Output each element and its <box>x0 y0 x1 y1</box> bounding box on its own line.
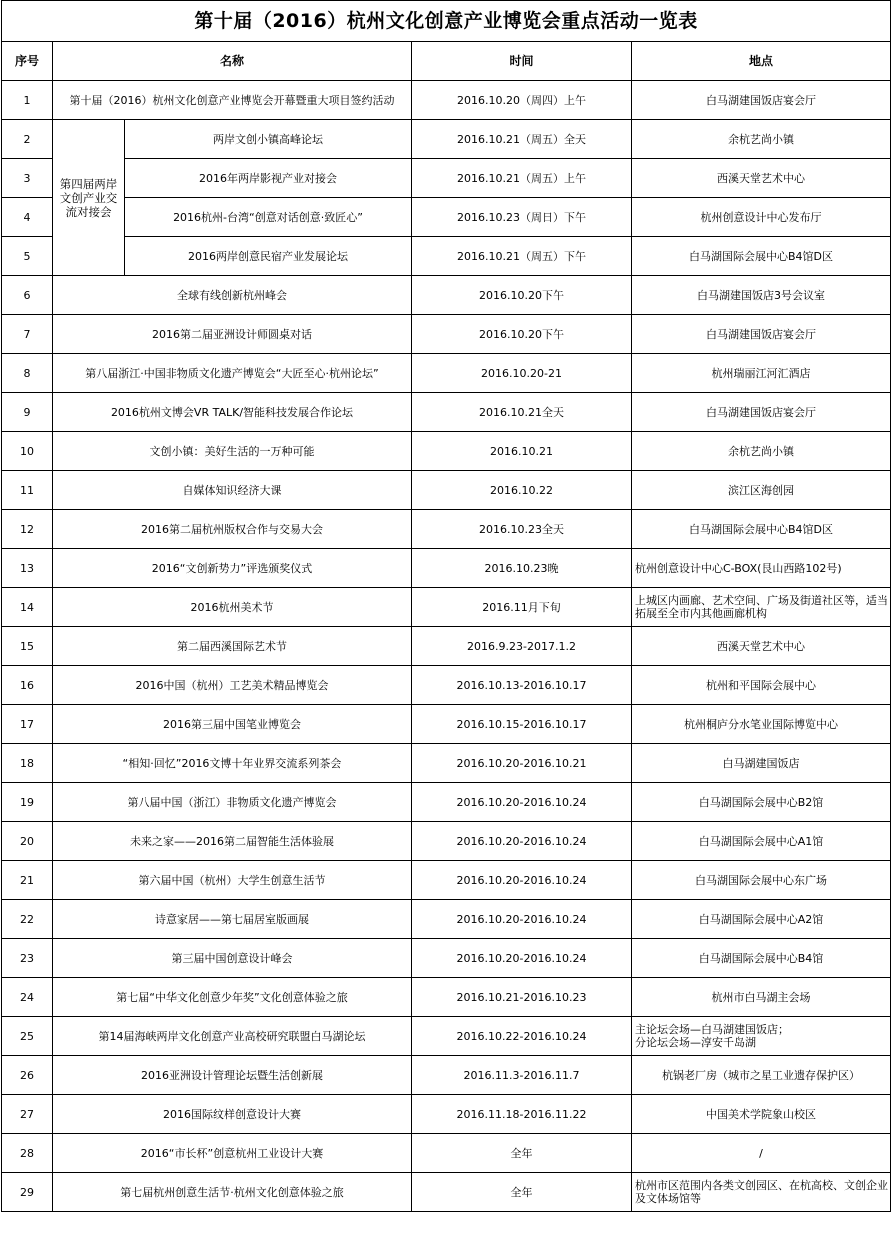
row-time: 2016.10.20-2016.10.24 <box>412 939 632 978</box>
table-row <box>2 1095 891 1134</box>
row-time: 2016.11.18-2016.11.22 <box>412 1095 632 1134</box>
row-place: 杭州瑞丽江河汇酒店 <box>632 354 891 393</box>
table-row <box>2 393 891 432</box>
row-name: 第二届西溪国际艺术节 <box>53 627 412 666</box>
row-name: 2016两岸创意民宿产业发展论坛 <box>125 237 412 276</box>
row-name: 2016“市长杯”创意杭州工业设计大赛 <box>53 1134 412 1173</box>
row-time: 2016.10.21 <box>412 432 632 471</box>
row-name: 文创小镇：美好生活的一万种可能 <box>53 432 412 471</box>
row-time: 2016.10.20（周四）上午 <box>412 81 632 120</box>
row-place: 杭锅老厂房（城市之星工业遗存保护区） <box>632 1056 891 1095</box>
row-place: 杭州创意设计中心发布厅 <box>632 198 891 237</box>
activity-table <box>1 0 891 1212</box>
row-seq: 9 <box>2 393 53 432</box>
table-row <box>2 237 891 276</box>
row-name: 第三届中国创意设计峰会 <box>53 939 412 978</box>
row-seq: 2 <box>2 120 53 159</box>
row-seq: 3 <box>2 159 53 198</box>
table-row <box>2 549 891 588</box>
row-name: 2016国际纹样创意设计大赛 <box>53 1095 412 1134</box>
row-time: 2016.10.20-2016.10.21 <box>412 744 632 783</box>
row-name: 第八届浙江·中国非物质文化遗产博览会“大匠至心·杭州论坛” <box>53 354 412 393</box>
row-name: 2016“文创新势力”评选颁奖仪式 <box>53 549 412 588</box>
row-seq: 27 <box>2 1095 53 1134</box>
row-time: 2016.10.13-2016.10.17 <box>412 666 632 705</box>
row-name: 2016杭州-台湾“创意对话创意·致匠心” <box>125 198 412 237</box>
row-name: 2016中国（杭州）工艺美术精品博览会 <box>53 666 412 705</box>
table-row <box>2 666 891 705</box>
row-time: 2016.9.23-2017.1.2 <box>412 627 632 666</box>
row-time: 2016.10.15-2016.10.17 <box>412 705 632 744</box>
row-seq: 16 <box>2 666 53 705</box>
table-row <box>2 354 891 393</box>
row-name: 全球有线创新杭州峰会 <box>53 276 412 315</box>
table-row <box>2 315 891 354</box>
row-time: 2016.10.23（周日）下午 <box>412 198 632 237</box>
row-place: 白马湖国际会展中心A2馆 <box>632 900 891 939</box>
row-place: / <box>632 1134 891 1173</box>
row-seq: 14 <box>2 588 53 627</box>
row-time: 2016.10.20-2016.10.24 <box>412 861 632 900</box>
row-seq: 20 <box>2 822 53 861</box>
row-time: 2016.10.20-2016.10.24 <box>412 900 632 939</box>
table-row <box>2 276 891 315</box>
row-time: 2016.10.23全天 <box>412 510 632 549</box>
row-name: “相知·回忆”2016文博十年业界交流系列茶会 <box>53 744 412 783</box>
row-seq: 23 <box>2 939 53 978</box>
row-seq: 7 <box>2 315 53 354</box>
row-time: 2016.10.20-21 <box>412 354 632 393</box>
table-row <box>2 627 891 666</box>
row-time: 2016.10.22 <box>412 471 632 510</box>
row-place: 杭州和平国际会展中心 <box>632 666 891 705</box>
row-seq: 22 <box>2 900 53 939</box>
row-place: 杭州市白马湖主会场 <box>632 978 891 1017</box>
table-row <box>2 744 891 783</box>
row-name: 自媒体知识经济大课 <box>53 471 412 510</box>
row-place: 上城区内画廊、艺术空间、广场及街道社区等，适当拓展至全市内其他画廊机构 <box>632 588 891 627</box>
table-row <box>2 159 891 198</box>
row-place: 余杭艺尚小镇 <box>632 120 891 159</box>
row-name: 第八届中国（浙江）非物质文化遗产博览会 <box>53 783 412 822</box>
row-time: 2016.11月下旬 <box>412 588 632 627</box>
table-row <box>2 432 891 471</box>
table-row <box>2 588 891 627</box>
row-place: 主论坛会场—白马湖建国饭店； 分论坛会场—淳安千岛湖 <box>632 1017 891 1056</box>
header-name: 名称 <box>53 42 412 81</box>
row-seq: 19 <box>2 783 53 822</box>
row-name: 2016亚洲设计管理论坛暨生活创新展 <box>53 1056 412 1095</box>
row-place: 白马湖国际会展中心B2馆 <box>632 783 891 822</box>
table-row <box>2 1056 891 1095</box>
row-place: 杭州市区范围内各类文创园区、在杭高校、文创企业及文体场馆等 <box>632 1173 891 1212</box>
table-row <box>2 822 891 861</box>
row-seq: 28 <box>2 1134 53 1173</box>
row-place: 白马湖国际会展中心A1馆 <box>632 822 891 861</box>
header-seq: 序号 <box>2 42 53 81</box>
row-seq: 26 <box>2 1056 53 1095</box>
row-time: 2016.10.22-2016.10.24 <box>412 1017 632 1056</box>
row-name: 诗意家居——第七届居室版画展 <box>53 900 412 939</box>
row-place: 余杭艺尚小镇 <box>632 432 891 471</box>
row-seq: 12 <box>2 510 53 549</box>
row-place: 滨江区海创园 <box>632 471 891 510</box>
row-seq: 15 <box>2 627 53 666</box>
table-row <box>2 471 891 510</box>
table-row <box>2 705 891 744</box>
row-seq: 4 <box>2 198 53 237</box>
row-place: 西溪天堂艺术中心 <box>632 627 891 666</box>
table-row <box>2 1134 891 1173</box>
table-row <box>2 198 891 237</box>
table-row <box>2 939 891 978</box>
row-seq: 1 <box>2 81 53 120</box>
header-time: 时间 <box>412 42 632 81</box>
row-name: 2016第二届亚洲设计师圆桌对话 <box>53 315 412 354</box>
row-time: 2016.10.21全天 <box>412 393 632 432</box>
row-time: 2016.10.21-2016.10.23 <box>412 978 632 1017</box>
table-row <box>2 900 891 939</box>
row-seq: 21 <box>2 861 53 900</box>
row-seq: 25 <box>2 1017 53 1056</box>
row-seq: 8 <box>2 354 53 393</box>
row-place: 白马湖国际会展中心B4馆D区 <box>632 510 891 549</box>
row-seq: 29 <box>2 1173 53 1212</box>
table-row <box>2 510 891 549</box>
row-seq: 13 <box>2 549 53 588</box>
table-title: 第十届（2016）杭州文化创意产业博览会重点活动一览表 <box>2 1 891 42</box>
table-row <box>2 1173 891 1212</box>
row-seq: 17 <box>2 705 53 744</box>
row-place: 白马湖国际会展中心B4馆 <box>632 939 891 978</box>
row-time: 2016.11.3-2016.11.7 <box>412 1056 632 1095</box>
table-row <box>2 861 891 900</box>
row-name: 第七届“中华文化创意少年奖”文化创意体验之旅 <box>53 978 412 1017</box>
row-time: 2016.10.21（周五）下午 <box>412 237 632 276</box>
row-name: 第14届海峡两岸文化创意产业高校研究联盟白马湖论坛 <box>53 1017 412 1056</box>
row-place: 白马湖国际会展中心B4馆D区 <box>632 237 891 276</box>
row-name: 第七届杭州创意生活节·杭州文化创意体验之旅 <box>53 1173 412 1212</box>
row-time: 全年 <box>412 1134 632 1173</box>
row-time: 2016.10.21（周五）全天 <box>412 120 632 159</box>
row-time: 2016.10.20下午 <box>412 276 632 315</box>
table-row <box>2 1017 891 1056</box>
row-seq: 6 <box>2 276 53 315</box>
row-place: 西溪天堂艺术中心 <box>632 159 891 198</box>
row-name: 2016年两岸影视产业对接会 <box>125 159 412 198</box>
row-name: 第十届（2016）杭州文化创意产业博览会开幕暨重大项目签约活动 <box>53 81 412 120</box>
row-time: 全年 <box>412 1173 632 1212</box>
row-seq: 11 <box>2 471 53 510</box>
row-place: 白马湖建国饭店 <box>632 744 891 783</box>
row-time: 2016.10.20-2016.10.24 <box>412 822 632 861</box>
row-name: 未来之家——2016第二届智能生活体验展 <box>53 822 412 861</box>
row-name: 2016杭州美术节 <box>53 588 412 627</box>
header-place: 地点 <box>632 42 891 81</box>
row-name: 2016第二届杭州版权合作与交易大会 <box>53 510 412 549</box>
row-seq: 10 <box>2 432 53 471</box>
row-name: 2016杭州文博会VR TALK/智能科技发展合作论坛 <box>53 393 412 432</box>
row-time: 2016.10.23晚 <box>412 549 632 588</box>
table-row <box>2 978 891 1017</box>
row-place: 白马湖建国饭店宴会厅 <box>632 81 891 120</box>
row-place: 杭州创意设计中心C-BOX(艮山西路102号) <box>632 549 891 588</box>
row-place: 白马湖建国饭店宴会厅 <box>632 393 891 432</box>
row-name: 两岸文创小镇高峰论坛 <box>125 120 412 159</box>
row-seq: 24 <box>2 978 53 1017</box>
row-place: 白马湖国际会展中心东广场 <box>632 861 891 900</box>
row-place: 白马湖建国饭店宴会厅 <box>632 315 891 354</box>
row-name: 2016第三届中国笔业博览会 <box>53 705 412 744</box>
row-place: 白马湖建国饭店3号会议室 <box>632 276 891 315</box>
row-seq: 5 <box>2 237 53 276</box>
row-seq: 18 <box>2 744 53 783</box>
row-name: 第六届中国（杭州）大学生创意生活节 <box>53 861 412 900</box>
table-row <box>2 120 891 159</box>
row-time: 2016.10.20-2016.10.24 <box>412 783 632 822</box>
row-place: 杭州桐庐分水笔业国际博览中心 <box>632 705 891 744</box>
row-time: 2016.10.20下午 <box>412 315 632 354</box>
table-row <box>2 783 891 822</box>
row-time: 2016.10.21（周五）上午 <box>412 159 632 198</box>
table-row <box>2 81 891 120</box>
group-label: 第四届两岸文创产业交流对接会 <box>53 120 125 276</box>
header-row <box>2 42 891 81</box>
row-place: 中国美术学院象山校区 <box>632 1095 891 1134</box>
